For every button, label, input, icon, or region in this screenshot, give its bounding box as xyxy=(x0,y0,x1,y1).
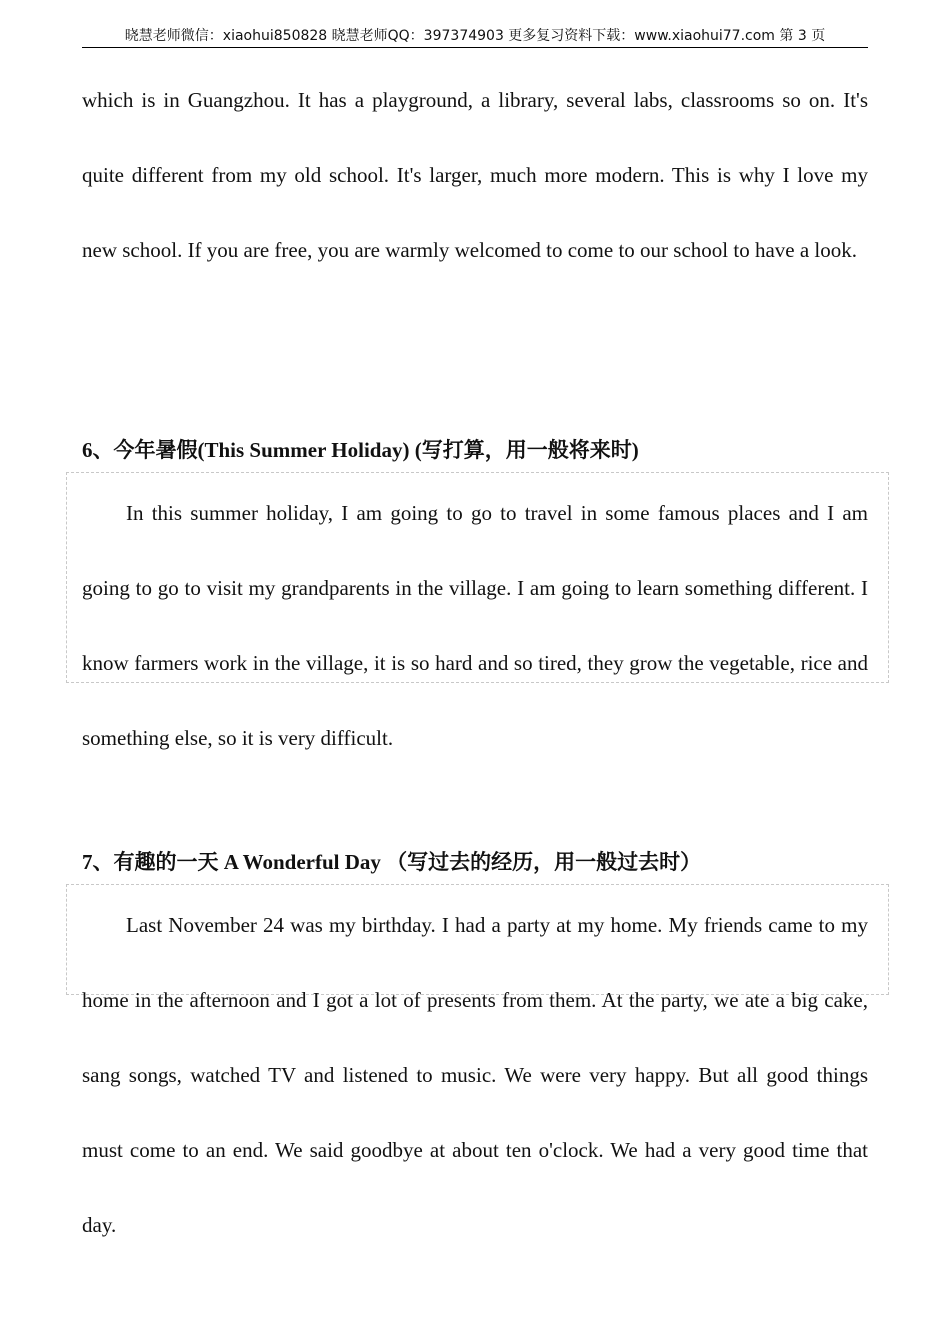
page-header: 晓慧老师微信：xiaohui850828 晓慧老师QQ：397374903 更多复习资料下载：www.xiaohui77.com 第 3 页 xyxy=(82,26,868,48)
essay-7-heading: 7、有趣的一天 A Wonderful Day （写过去的经历，用一般过去时） xyxy=(82,850,702,874)
essay-5-continuation: which is in Guangzhou. It has a playground, a library, several labs, classrooms so on. It's quite different from my old school. It's larger, much more modern. This is why I love my new school. If you are free, you are warmly welcomed to come to our school to have a look. xyxy=(82,88,868,262)
essay-6-heading: 6、今年暑假(This Summer Holiday) (写打算，用一般将来时) xyxy=(82,438,639,462)
essay-7-text: Last November 24 was my birthday. I had a party at my home. My friends came to my home in the afternoon and I got a lot of presents from them. At the party, we ate a big cake, sang songs, watched TV and listened to music. We were very happy. But all good things must come to an end. We said goodbye at about ten o'clock. We had a very good time that day. xyxy=(82,913,868,1237)
essay-6-text: In this summer holiday, I am going to go to travel in some famous places and I am going to go to visit my grandparents in the village. I am going to learn something different. I know farmers work in the village, it is so hard and so tired, they grow the vegetable, rice and something else, so it is very difficult. xyxy=(82,501,868,750)
